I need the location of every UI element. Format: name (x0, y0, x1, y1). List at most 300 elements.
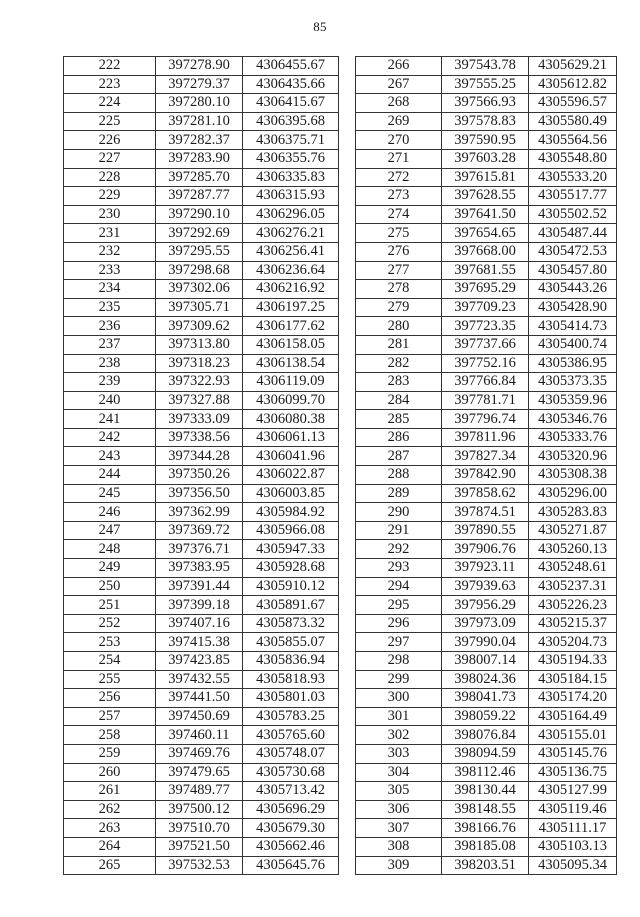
x-coordinate-cell: 397811.96 (442, 428, 529, 447)
point-number-cell: 290 (356, 503, 442, 522)
table-row (64, 837, 339, 856)
x-coordinate-cell: 397285.70 (156, 168, 243, 187)
table-row (64, 559, 339, 578)
table-row (64, 57, 339, 76)
x-coordinate-cell: 397350.26 (156, 466, 243, 485)
page-number: 85 (313, 19, 327, 34)
point-number-cell: 308 (356, 837, 442, 856)
y-coordinate-cell: 4306041.96 (243, 447, 339, 466)
point-number-cell: 245 (64, 484, 156, 503)
y-coordinate-cell: 4305855.07 (243, 633, 339, 652)
x-coordinate-cell: 397566.93 (442, 94, 529, 113)
y-coordinate-cell: 4305517.77 (529, 187, 617, 206)
point-number-cell: 299 (356, 670, 442, 689)
point-number-cell: 244 (64, 466, 156, 485)
table-row (356, 391, 617, 410)
table-row (356, 540, 617, 559)
table-row (64, 224, 339, 243)
point-number-cell: 269 (356, 112, 442, 131)
y-coordinate-cell: 4305119.46 (529, 800, 617, 819)
point-number-cell: 273 (356, 187, 442, 206)
x-coordinate-cell: 398166.76 (442, 819, 529, 838)
x-coordinate-cell: 397333.09 (156, 410, 243, 429)
point-number-cell: 283 (356, 373, 442, 392)
point-number-cell: 288 (356, 466, 442, 485)
table-row (64, 707, 339, 726)
point-number-cell: 270 (356, 131, 442, 150)
x-coordinate-cell: 397890.55 (442, 521, 529, 540)
table-row (64, 744, 339, 763)
y-coordinate-cell: 4305184.15 (529, 670, 617, 689)
x-coordinate-cell: 397283.90 (156, 149, 243, 168)
table-row (356, 205, 617, 224)
y-coordinate-cell: 4305386.95 (529, 354, 617, 373)
table-row (356, 187, 617, 206)
point-number-cell: 242 (64, 428, 156, 447)
point-number-cell: 226 (64, 131, 156, 150)
point-number-cell: 228 (64, 168, 156, 187)
x-coordinate-cell: 397858.62 (442, 484, 529, 503)
y-coordinate-cell: 4305145.76 (529, 744, 617, 763)
x-coordinate-cell: 397681.55 (442, 261, 529, 280)
y-coordinate-cell: 4306455.67 (243, 57, 339, 76)
point-number-cell: 248 (64, 540, 156, 559)
x-coordinate-cell: 397282.37 (156, 131, 243, 150)
table-row (356, 484, 617, 503)
point-number-cell: 271 (356, 149, 442, 168)
y-coordinate-cell: 4305428.90 (529, 298, 617, 317)
table-row (356, 521, 617, 540)
x-coordinate-cell: 397415.38 (156, 633, 243, 652)
y-coordinate-cell: 4306003.85 (243, 484, 339, 503)
point-number-cell: 253 (64, 633, 156, 652)
point-number-cell: 276 (356, 242, 442, 261)
y-coordinate-cell: 4305320.96 (529, 447, 617, 466)
y-coordinate-cell: 4305596.57 (529, 94, 617, 113)
y-coordinate-cell: 4306236.64 (243, 261, 339, 280)
table-row (64, 596, 339, 615)
table-row (64, 205, 339, 224)
point-number-cell: 252 (64, 614, 156, 633)
point-number-cell: 287 (356, 447, 442, 466)
table-row (64, 466, 339, 485)
table-row (64, 149, 339, 168)
point-number-cell: 250 (64, 577, 156, 596)
x-coordinate-cell: 397668.00 (442, 242, 529, 261)
x-coordinate-cell: 397723.35 (442, 317, 529, 336)
y-coordinate-cell: 4305564.56 (529, 131, 617, 150)
x-coordinate-cell: 397641.50 (442, 205, 529, 224)
x-coordinate-cell: 398148.55 (442, 800, 529, 819)
point-number-cell: 286 (356, 428, 442, 447)
point-number-cell: 309 (356, 856, 442, 875)
x-coordinate-cell: 397327.88 (156, 391, 243, 410)
point-number-cell: 268 (356, 94, 442, 113)
y-coordinate-cell: 4305645.76 (243, 856, 339, 875)
table-row (356, 856, 617, 875)
y-coordinate-cell: 4305237.31 (529, 577, 617, 596)
table-row (64, 410, 339, 429)
point-number-cell: 282 (356, 354, 442, 373)
y-coordinate-cell: 4306415.67 (243, 94, 339, 113)
point-number-cell: 280 (356, 317, 442, 336)
point-number-cell: 294 (356, 577, 442, 596)
table-row (64, 800, 339, 819)
table-row (356, 57, 617, 76)
point-number-cell: 231 (64, 224, 156, 243)
point-number-cell: 254 (64, 652, 156, 671)
y-coordinate-cell: 4305629.21 (529, 57, 617, 76)
point-number-cell: 256 (64, 689, 156, 708)
table-row (64, 373, 339, 392)
y-coordinate-cell: 4305928.68 (243, 559, 339, 578)
y-coordinate-cell: 4305226.23 (529, 596, 617, 615)
table-row (64, 689, 339, 708)
point-number-cell: 236 (64, 317, 156, 336)
table-row (356, 354, 617, 373)
table-row (356, 261, 617, 280)
y-coordinate-cell: 4305966.08 (243, 521, 339, 540)
table-row (64, 168, 339, 187)
x-coordinate-cell: 397590.95 (442, 131, 529, 150)
y-coordinate-cell: 4305373.35 (529, 373, 617, 392)
point-number-cell: 295 (356, 596, 442, 615)
y-coordinate-cell: 4305472.53 (529, 242, 617, 261)
y-coordinate-cell: 4305414.73 (529, 317, 617, 336)
x-coordinate-cell: 397766.84 (442, 373, 529, 392)
table-row (356, 428, 617, 447)
x-coordinate-cell: 397752.16 (442, 354, 529, 373)
table-row (64, 94, 339, 113)
x-coordinate-cell: 398059.22 (442, 707, 529, 726)
y-coordinate-cell: 4305713.42 (243, 782, 339, 801)
table-row (64, 856, 339, 875)
point-number-cell: 241 (64, 410, 156, 429)
table-row (64, 447, 339, 466)
point-number-cell: 275 (356, 224, 442, 243)
x-coordinate-cell: 397628.55 (442, 187, 529, 206)
table-row (64, 763, 339, 782)
y-coordinate-cell: 4306099.70 (243, 391, 339, 410)
y-coordinate-cell: 4306158.05 (243, 335, 339, 354)
table-row (64, 782, 339, 801)
x-coordinate-cell: 398185.08 (442, 837, 529, 856)
point-number-cell: 297 (356, 633, 442, 652)
table-row (356, 652, 617, 671)
x-coordinate-cell: 397295.55 (156, 242, 243, 261)
y-coordinate-cell: 4305136.75 (529, 763, 617, 782)
y-coordinate-cell: 4305836.94 (243, 652, 339, 671)
x-coordinate-cell: 397281.10 (156, 112, 243, 131)
x-coordinate-cell: 397287.77 (156, 187, 243, 206)
point-number-cell: 291 (356, 521, 442, 540)
x-coordinate-cell: 397318.23 (156, 354, 243, 373)
table-row (356, 75, 617, 94)
x-coordinate-cell: 397369.72 (156, 521, 243, 540)
point-number-cell: 301 (356, 707, 442, 726)
table-row (64, 391, 339, 410)
table-row (64, 484, 339, 503)
point-number-cell: 227 (64, 149, 156, 168)
point-number-cell: 223 (64, 75, 156, 94)
x-coordinate-cell: 397781.71 (442, 391, 529, 410)
y-coordinate-cell: 4305730.68 (243, 763, 339, 782)
y-coordinate-cell: 4305155.01 (529, 726, 617, 745)
table-row (64, 521, 339, 540)
y-coordinate-cell: 4305487.44 (529, 224, 617, 243)
y-coordinate-cell: 4305533.20 (529, 168, 617, 187)
point-number-cell: 235 (64, 298, 156, 317)
point-number-cell: 306 (356, 800, 442, 819)
x-coordinate-cell: 397280.10 (156, 94, 243, 113)
point-number-cell: 264 (64, 837, 156, 856)
point-number-cell: 239 (64, 373, 156, 392)
point-number-cell: 296 (356, 614, 442, 633)
y-coordinate-cell: 4305346.76 (529, 410, 617, 429)
y-coordinate-cell: 4305783.25 (243, 707, 339, 726)
x-coordinate-cell: 397973.09 (442, 614, 529, 633)
point-number-cell: 243 (64, 447, 156, 466)
y-coordinate-cell: 4305548.80 (529, 149, 617, 168)
y-coordinate-cell: 4305095.34 (529, 856, 617, 875)
x-coordinate-cell: 397939.63 (442, 577, 529, 596)
x-coordinate-cell: 397376.71 (156, 540, 243, 559)
x-coordinate-cell: 397990.04 (442, 633, 529, 652)
y-coordinate-cell: 4305873.32 (243, 614, 339, 633)
point-number-cell: 232 (64, 242, 156, 261)
point-number-cell: 285 (356, 410, 442, 429)
x-coordinate-cell: 397383.95 (156, 559, 243, 578)
table-row (64, 670, 339, 689)
table-row (356, 707, 617, 726)
table-row (64, 633, 339, 652)
x-coordinate-cell: 398203.51 (442, 856, 529, 875)
table-row (356, 800, 617, 819)
y-coordinate-cell: 4305662.46 (243, 837, 339, 856)
table-row (356, 373, 617, 392)
coordinates-table-right (355, 56, 617, 875)
y-coordinate-cell: 4306315.93 (243, 187, 339, 206)
x-coordinate-cell: 397827.34 (442, 447, 529, 466)
table-row (356, 298, 617, 317)
point-number-cell: 260 (64, 763, 156, 782)
x-coordinate-cell: 397313.80 (156, 335, 243, 354)
table-row (64, 298, 339, 317)
point-number-cell: 272 (356, 168, 442, 187)
table-row (356, 466, 617, 485)
y-coordinate-cell: 4305984.92 (243, 503, 339, 522)
table-row (64, 280, 339, 299)
y-coordinate-cell: 4305359.96 (529, 391, 617, 410)
point-number-cell: 281 (356, 335, 442, 354)
point-number-cell: 238 (64, 354, 156, 373)
x-coordinate-cell: 397489.77 (156, 782, 243, 801)
point-number-cell: 222 (64, 57, 156, 76)
point-number-cell: 262 (64, 800, 156, 819)
y-coordinate-cell: 4306375.71 (243, 131, 339, 150)
y-coordinate-cell: 4305103.13 (529, 837, 617, 856)
point-number-cell: 279 (356, 298, 442, 317)
x-coordinate-cell: 398007.14 (442, 652, 529, 671)
table-row (356, 503, 617, 522)
point-number-cell: 247 (64, 521, 156, 540)
point-number-cell: 237 (64, 335, 156, 354)
x-coordinate-cell: 397521.50 (156, 837, 243, 856)
y-coordinate-cell: 4306177.62 (243, 317, 339, 336)
x-coordinate-cell: 398112.46 (442, 763, 529, 782)
y-coordinate-cell: 4305204.73 (529, 633, 617, 652)
table-row (64, 261, 339, 280)
y-coordinate-cell: 4306395.68 (243, 112, 339, 131)
x-coordinate-cell: 397292.69 (156, 224, 243, 243)
y-coordinate-cell: 4305679.30 (243, 819, 339, 838)
point-number-cell: 305 (356, 782, 442, 801)
point-number-cell: 229 (64, 187, 156, 206)
point-number-cell: 225 (64, 112, 156, 131)
x-coordinate-cell: 397391.44 (156, 577, 243, 596)
x-coordinate-cell: 397615.81 (442, 168, 529, 187)
table-row (356, 559, 617, 578)
x-coordinate-cell: 398094.59 (442, 744, 529, 763)
x-coordinate-cell: 398130.44 (442, 782, 529, 801)
x-coordinate-cell: 397302.06 (156, 280, 243, 299)
y-coordinate-cell: 4305308.38 (529, 466, 617, 485)
table-row (356, 837, 617, 856)
x-coordinate-cell: 397432.55 (156, 670, 243, 689)
y-coordinate-cell: 4305248.61 (529, 559, 617, 578)
table-row (356, 782, 617, 801)
table-row (64, 540, 339, 559)
x-coordinate-cell: 397956.29 (442, 596, 529, 615)
x-coordinate-cell: 397441.50 (156, 689, 243, 708)
y-coordinate-cell: 4306119.09 (243, 373, 339, 392)
table-row (64, 819, 339, 838)
x-coordinate-cell: 397654.65 (442, 224, 529, 243)
table-row (64, 652, 339, 671)
x-coordinate-cell: 397500.12 (156, 800, 243, 819)
table-row (64, 614, 339, 633)
y-coordinate-cell: 4306355.76 (243, 149, 339, 168)
table-row (356, 335, 617, 354)
coordinates-table-left (63, 56, 339, 875)
table-row (64, 354, 339, 373)
table-row (64, 428, 339, 447)
x-coordinate-cell: 397305.71 (156, 298, 243, 317)
y-coordinate-cell: 4305333.76 (529, 428, 617, 447)
y-coordinate-cell: 4306335.83 (243, 168, 339, 187)
point-number-cell: 292 (356, 540, 442, 559)
point-number-cell: 298 (356, 652, 442, 671)
y-coordinate-cell: 4305443.26 (529, 280, 617, 299)
x-coordinate-cell: 397407.16 (156, 614, 243, 633)
y-coordinate-cell: 4305612.82 (529, 75, 617, 94)
x-coordinate-cell: 397450.69 (156, 707, 243, 726)
x-coordinate-cell: 397362.99 (156, 503, 243, 522)
y-coordinate-cell: 4305801.03 (243, 689, 339, 708)
y-coordinate-cell: 4305400.74 (529, 335, 617, 354)
x-coordinate-cell: 397923.11 (442, 559, 529, 578)
x-coordinate-cell: 397842.90 (442, 466, 529, 485)
table-row (356, 670, 617, 689)
table-row (64, 75, 339, 94)
y-coordinate-cell: 4305271.87 (529, 521, 617, 540)
x-coordinate-cell: 397603.28 (442, 149, 529, 168)
x-coordinate-cell: 397906.76 (442, 540, 529, 559)
point-number-cell: 240 (64, 391, 156, 410)
y-coordinate-cell: 4305174.20 (529, 689, 617, 708)
table-row (356, 168, 617, 187)
y-coordinate-cell: 4306138.54 (243, 354, 339, 373)
y-coordinate-cell: 4306080.38 (243, 410, 339, 429)
table-row (356, 763, 617, 782)
x-coordinate-cell: 397532.53 (156, 856, 243, 875)
table-row (356, 242, 617, 261)
table-row (64, 577, 339, 596)
y-coordinate-cell: 4306022.87 (243, 466, 339, 485)
table-row (64, 335, 339, 354)
x-coordinate-cell: 397796.74 (442, 410, 529, 429)
y-coordinate-cell: 4305818.93 (243, 670, 339, 689)
x-coordinate-cell: 397322.93 (156, 373, 243, 392)
x-coordinate-cell: 397555.25 (442, 75, 529, 94)
y-coordinate-cell: 4306061.13 (243, 428, 339, 447)
x-coordinate-cell: 397543.78 (442, 57, 529, 76)
point-number-cell: 277 (356, 261, 442, 280)
point-number-cell: 304 (356, 763, 442, 782)
y-coordinate-cell: 4305457.80 (529, 261, 617, 280)
point-number-cell: 303 (356, 744, 442, 763)
point-number-cell: 293 (356, 559, 442, 578)
x-coordinate-cell: 397338.56 (156, 428, 243, 447)
point-number-cell: 274 (356, 205, 442, 224)
y-coordinate-cell: 4305111.17 (529, 819, 617, 838)
y-coordinate-cell: 4305765.60 (243, 726, 339, 745)
x-coordinate-cell: 397469.76 (156, 744, 243, 763)
table-row (64, 112, 339, 131)
y-coordinate-cell: 4305164.49 (529, 707, 617, 726)
point-number-cell: 234 (64, 280, 156, 299)
table-row (356, 744, 617, 763)
x-coordinate-cell: 397344.28 (156, 447, 243, 466)
point-number-cell: 255 (64, 670, 156, 689)
x-coordinate-cell: 397309.62 (156, 317, 243, 336)
table-row (356, 726, 617, 745)
point-number-cell: 224 (64, 94, 156, 113)
point-number-cell: 251 (64, 596, 156, 615)
point-number-cell: 266 (356, 57, 442, 76)
table-row (356, 317, 617, 336)
point-number-cell: 246 (64, 503, 156, 522)
point-number-cell: 249 (64, 559, 156, 578)
x-coordinate-cell: 397290.10 (156, 205, 243, 224)
x-coordinate-cell: 398076.84 (442, 726, 529, 745)
y-coordinate-cell: 4306216.92 (243, 280, 339, 299)
y-coordinate-cell: 4305891.67 (243, 596, 339, 615)
table-row (64, 317, 339, 336)
point-number-cell: 307 (356, 819, 442, 838)
table-row (356, 410, 617, 429)
point-number-cell: 289 (356, 484, 442, 503)
table-row (356, 149, 617, 168)
table-row (356, 596, 617, 615)
point-number-cell: 258 (64, 726, 156, 745)
point-number-cell: 302 (356, 726, 442, 745)
table-row (356, 280, 617, 299)
y-coordinate-cell: 4305283.83 (529, 503, 617, 522)
x-coordinate-cell: 398024.36 (442, 670, 529, 689)
x-coordinate-cell: 397874.51 (442, 503, 529, 522)
table-row (356, 633, 617, 652)
